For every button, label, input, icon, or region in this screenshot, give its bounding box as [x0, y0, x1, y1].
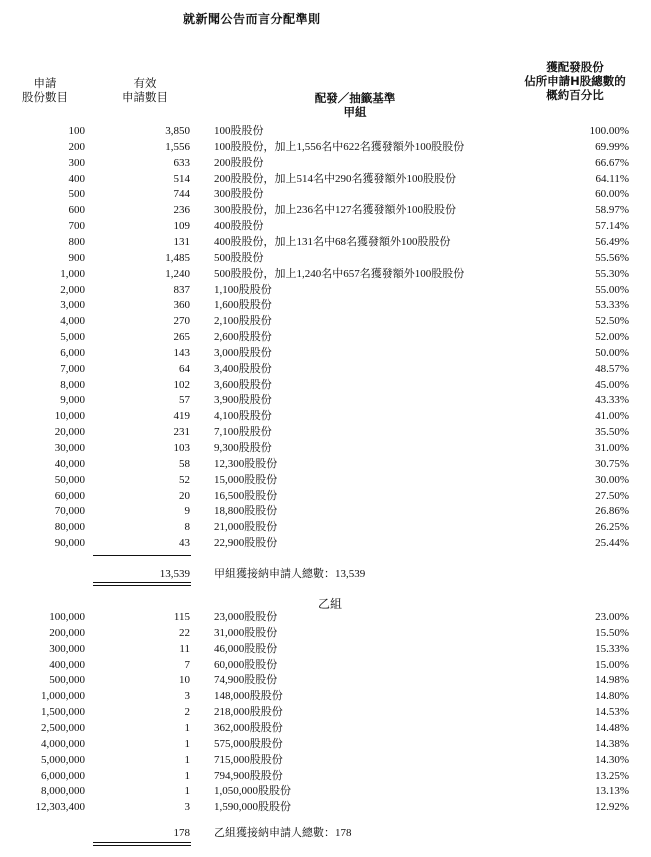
- cell-valid-applications: 7: [184, 658, 190, 671]
- cell-application-shares: 70,000: [54, 505, 85, 518]
- cell-valid-applications: 1: [184, 721, 190, 734]
- cell-application-shares: 3,000: [60, 299, 85, 312]
- cell-application-shares: 1,000,000: [41, 690, 85, 703]
- group-a-subtotal-rule: [93, 555, 191, 556]
- table-row: [0, 440, 651, 456]
- cell-percentage: 14.48%: [595, 721, 629, 734]
- cell-allocation-basis: 60,000股股份: [214, 658, 278, 671]
- cell-valid-applications: 1,485: [165, 251, 190, 264]
- cell-allocation-basis: 31,000股股份: [214, 626, 278, 639]
- cell-valid-applications: 1,240: [165, 267, 190, 280]
- cell-percentage: 56.49%: [595, 235, 629, 248]
- group-b-total-label: 乙組獲接納申請人總數：178: [214, 827, 352, 839]
- cell-allocation-basis: 362,000股股份: [214, 721, 283, 734]
- cell-application-shares: 300,000: [49, 642, 85, 655]
- table-row: [0, 503, 651, 519]
- table-row: [0, 783, 651, 799]
- cell-valid-applications: 131: [173, 235, 190, 248]
- cell-application-shares: 600: [68, 204, 85, 217]
- cell-valid-applications: 57: [179, 394, 190, 407]
- cell-allocation-basis: 1,600股股份: [214, 299, 272, 312]
- cell-valid-applications: 10: [179, 674, 190, 687]
- header-valid-applications: [110, 76, 180, 104]
- table-row: [0, 641, 651, 657]
- cell-allocation-basis: 715,000股股份: [214, 753, 283, 766]
- header-allocation-basis: [290, 91, 420, 119]
- header-application-shares-line2: 股份數目: [22, 90, 68, 104]
- cell-application-shares: 200: [68, 140, 85, 153]
- cell-allocation-basis: 16,500股股份: [214, 489, 278, 502]
- group-a-total-label: 甲組獲接納申請人總數：13,539: [214, 568, 366, 580]
- cell-application-shares: 5,000: [60, 331, 85, 344]
- cell-allocation-basis: 3,000股股份: [214, 346, 272, 359]
- header-valid-applications-line1: 有效: [133, 76, 157, 90]
- cell-percentage: 58.97%: [595, 204, 629, 217]
- table-row: [0, 186, 651, 202]
- table-row: [0, 392, 651, 408]
- cell-percentage: 25.44%: [595, 537, 629, 550]
- cell-percentage: 69.99%: [595, 140, 629, 153]
- table-row: [0, 313, 651, 329]
- cell-application-shares: 800: [68, 235, 85, 248]
- cell-allocation-basis: 794,900股股份: [214, 769, 283, 782]
- cell-percentage: 55.56%: [595, 251, 629, 264]
- cell-percentage: 14.80%: [595, 690, 629, 703]
- cell-allocation-basis: 575,000股股份: [214, 737, 283, 750]
- cell-percentage: 43.33%: [595, 394, 629, 407]
- cell-application-shares: 2,500,000: [41, 721, 85, 734]
- table-row: [0, 535, 651, 551]
- table-row: [0, 472, 651, 488]
- group-a-total-count: 13,539: [159, 568, 190, 580]
- table-row: [0, 345, 651, 361]
- cell-valid-applications: 20: [179, 489, 190, 502]
- cell-application-shares: 300: [68, 156, 85, 169]
- cell-allocation-basis: 200股股份: [214, 156, 264, 169]
- table-row: [0, 266, 651, 282]
- cell-allocation-basis: 500股股份，加上1,240名中657名獲發額外100股股份: [214, 267, 465, 280]
- cell-allocation-basis: 218,000股股份: [214, 706, 283, 719]
- cell-allocation-basis: 7,100股股份: [214, 426, 272, 439]
- cell-valid-applications: 103: [173, 442, 190, 454]
- cell-percentage: 52.00%: [595, 331, 629, 344]
- cell-allocation-basis: 3,900股股份: [214, 394, 272, 407]
- header-allocation-basis-line1: 配發／抽籤基準: [314, 91, 396, 105]
- cell-percentage: 13.13%: [595, 785, 629, 798]
- header-percentage-line1: 獲配發股份: [546, 60, 604, 74]
- cell-allocation-basis: 74,900股股份: [214, 674, 278, 687]
- cell-percentage: 14.53%: [595, 706, 629, 719]
- cell-application-shares: 500,000: [49, 674, 85, 687]
- cell-allocation-basis: 4,100股股份: [214, 410, 272, 423]
- table-row: [0, 768, 651, 784]
- cell-allocation-basis: 2,600股股份: [214, 331, 272, 344]
- cell-valid-applications: 1: [184, 769, 190, 782]
- cell-percentage: 23.00%: [595, 611, 629, 623]
- cell-valid-applications: 3: [184, 690, 190, 703]
- cell-valid-applications: 1: [184, 785, 190, 798]
- table-row: [0, 155, 651, 171]
- cell-valid-applications: 419: [173, 410, 190, 423]
- cell-allocation-basis: 9,300股股份: [214, 442, 272, 454]
- cell-allocation-basis: 400股股份，加上131名中68名獲發額外100股股份: [214, 235, 451, 248]
- table-row: [0, 688, 651, 704]
- header-percentage: [510, 60, 640, 102]
- table-row: [0, 408, 651, 424]
- cell-allocation-basis: 1,100股股份: [214, 283, 272, 296]
- table-row: [0, 329, 651, 345]
- cell-application-shares: 30,000: [54, 442, 85, 454]
- cell-application-shares: 100: [68, 125, 85, 137]
- cell-percentage: 13.25%: [595, 769, 629, 782]
- cell-application-shares: 2,000: [60, 283, 85, 296]
- cell-valid-applications: 270: [173, 315, 190, 328]
- cell-valid-applications: 64: [179, 362, 190, 375]
- cell-valid-applications: 514: [173, 172, 190, 185]
- cell-valid-applications: 360: [173, 299, 190, 312]
- table-row: [0, 218, 651, 234]
- cell-allocation-basis: 3,400股股份: [214, 362, 272, 375]
- group-b-double-rule-top: [93, 842, 191, 843]
- table-row: [0, 282, 651, 298]
- cell-percentage: 27.50%: [595, 489, 629, 502]
- cell-percentage: 100.00%: [589, 125, 629, 137]
- cell-percentage: 35.50%: [595, 426, 629, 439]
- group-b-total-count: 178: [173, 827, 190, 839]
- cell-valid-applications: 633: [173, 156, 190, 169]
- cell-allocation-basis: 1,050,000股股份: [214, 785, 291, 798]
- cell-valid-applications: 143: [173, 346, 190, 359]
- cell-application-shares: 5,000,000: [41, 753, 85, 766]
- table-row: [0, 752, 651, 768]
- cell-application-shares: 4,000: [60, 315, 85, 328]
- table-row: [0, 456, 651, 472]
- table-row: [0, 424, 651, 440]
- table-row: [0, 297, 651, 313]
- cell-percentage: 14.98%: [595, 674, 629, 687]
- cell-application-shares: 10,000: [54, 410, 85, 423]
- cell-valid-applications: 236: [173, 204, 190, 217]
- cell-application-shares: 50,000: [54, 473, 85, 486]
- cell-percentage: 30.75%: [595, 457, 629, 470]
- cell-application-shares: 90,000: [54, 537, 85, 550]
- cell-valid-applications: 8: [184, 521, 190, 534]
- cell-valid-applications: 58: [179, 457, 190, 470]
- header-valid-applications-line2: 申請數目: [122, 90, 168, 104]
- cell-allocation-basis: 12,300股股份: [214, 457, 278, 470]
- cell-valid-applications: 3,850: [165, 125, 190, 137]
- cell-application-shares: 100,000: [49, 611, 85, 623]
- group-a-double-rule-bottom: [93, 585, 191, 586]
- cell-valid-applications: 11: [179, 642, 190, 655]
- cell-valid-applications: 115: [173, 611, 190, 623]
- cell-valid-applications: 837: [173, 283, 190, 296]
- table-row: [0, 377, 651, 393]
- cell-valid-applications: 231: [173, 426, 190, 439]
- document-title: 就新聞公告而言分配準則: [183, 12, 321, 26]
- cell-percentage: 55.30%: [595, 267, 629, 280]
- table-row: [0, 139, 651, 155]
- cell-application-shares: 700: [68, 220, 85, 233]
- cell-allocation-basis: 21,000股股份: [214, 521, 278, 534]
- cell-allocation-basis: 300股股份，加上236名中127名獲發額外100股股份: [214, 204, 456, 217]
- cell-application-shares: 8,000,000: [41, 785, 85, 798]
- table-row: [0, 171, 651, 187]
- cell-percentage: 41.00%: [595, 410, 629, 423]
- cell-application-shares: 40,000: [54, 457, 85, 470]
- cell-application-shares: 1,000: [60, 267, 85, 280]
- cell-application-shares: 8,000: [60, 378, 85, 391]
- cell-percentage: 12.92%: [595, 801, 629, 814]
- cell-application-shares: 80,000: [54, 521, 85, 534]
- cell-percentage: 50.00%: [595, 346, 629, 359]
- group-b-title: 乙組: [317, 597, 342, 611]
- table-row: [0, 250, 651, 266]
- table-row: [0, 234, 651, 250]
- cell-percentage: 66.67%: [595, 156, 629, 169]
- cell-application-shares: 4,000,000: [41, 737, 85, 750]
- cell-percentage: 15.50%: [595, 626, 629, 639]
- table-row: [0, 625, 651, 641]
- cell-allocation-basis: 500股股份: [214, 251, 264, 264]
- cell-percentage: 57.14%: [595, 220, 629, 233]
- cell-percentage: 31.00%: [595, 442, 629, 454]
- cell-percentage: 15.00%: [595, 658, 629, 671]
- cell-application-shares: 12,303,400: [35, 801, 85, 814]
- cell-allocation-basis: 1,590,000股股份: [214, 801, 291, 814]
- cell-valid-applications: 52: [179, 473, 190, 486]
- cell-allocation-basis: 300股股份: [214, 188, 264, 201]
- cell-valid-applications: 744: [173, 188, 190, 201]
- cell-allocation-basis: 46,000股股份: [214, 642, 278, 655]
- header-application-shares-line1: 申請: [33, 76, 57, 90]
- cell-application-shares: 6,000,000: [41, 769, 85, 782]
- table-row: [0, 609, 651, 625]
- group-b-double-rule-bottom: [93, 845, 191, 846]
- table-row: [0, 672, 651, 688]
- cell-allocation-basis: 148,000股股份: [214, 690, 283, 703]
- header-allocation-basis-line2: 甲組: [343, 105, 367, 119]
- cell-application-shares: 400,000: [49, 658, 85, 671]
- cell-allocation-basis: 3,600股股份: [214, 378, 272, 391]
- cell-application-shares: 200,000: [49, 626, 85, 639]
- cell-allocation-basis: 400股股份: [214, 220, 264, 233]
- cell-application-shares: 900: [68, 251, 85, 264]
- cell-allocation-basis: 22,900股股份: [214, 537, 278, 550]
- cell-allocation-basis: 100股股份: [214, 125, 264, 137]
- cell-valid-applications: 265: [173, 331, 190, 344]
- table-row: [0, 720, 651, 736]
- table-row: [0, 202, 651, 218]
- table-row: [0, 488, 651, 504]
- cell-percentage: 15.33%: [595, 642, 629, 655]
- cell-application-shares: 6,000: [60, 346, 85, 359]
- cell-percentage: 30.00%: [595, 473, 629, 486]
- table-row: [0, 123, 651, 139]
- table-row: [0, 736, 651, 752]
- cell-percentage: 26.25%: [595, 521, 629, 534]
- cell-percentage: 45.00%: [595, 378, 629, 391]
- cell-allocation-basis: 2,100股股份: [214, 315, 272, 328]
- cell-valid-applications: 1,556: [165, 140, 190, 153]
- cell-valid-applications: 3: [184, 801, 190, 814]
- group-a-double-rule-top: [93, 582, 191, 583]
- cell-valid-applications: 102: [173, 378, 190, 391]
- cell-valid-applications: 22: [179, 626, 190, 639]
- cell-application-shares: 7,000: [60, 362, 85, 375]
- cell-valid-applications: 109: [173, 220, 190, 233]
- cell-percentage: 14.38%: [595, 737, 629, 750]
- cell-valid-applications: 1: [184, 737, 190, 750]
- table-row: [0, 799, 651, 815]
- cell-percentage: 60.00%: [595, 188, 629, 201]
- cell-percentage: 26.86%: [595, 505, 629, 518]
- cell-valid-applications: 43: [179, 537, 190, 550]
- table-row: [0, 704, 651, 720]
- header-percentage-line3: 概約百分比: [546, 88, 604, 102]
- table-row: [0, 519, 651, 535]
- cell-valid-applications: 2: [184, 706, 190, 719]
- cell-application-shares: 9,000: [60, 394, 85, 407]
- cell-allocation-basis: 100股股份，加上1,556名中622名獲發額外100股股份: [214, 140, 465, 153]
- cell-application-shares: 20,000: [54, 426, 85, 439]
- cell-application-shares: 1,500,000: [41, 706, 85, 719]
- cell-valid-applications: 1: [184, 753, 190, 766]
- cell-percentage: 48.57%: [595, 362, 629, 375]
- cell-percentage: 53.33%: [595, 299, 629, 312]
- table-row: [0, 361, 651, 377]
- cell-percentage: 64.11%: [595, 172, 629, 185]
- header-percentage-line2: 佔所申請H股總數的: [524, 74, 626, 88]
- cell-valid-applications: 9: [184, 505, 190, 518]
- header-application-shares: [20, 76, 70, 104]
- cell-allocation-basis: 200股股份，加上514名中290名獲發額外100股股份: [214, 172, 456, 185]
- cell-percentage: 52.50%: [595, 315, 629, 328]
- table-row: [0, 657, 651, 673]
- cell-percentage: 55.00%: [595, 283, 629, 296]
- cell-allocation-basis: 23,000股股份: [214, 611, 278, 623]
- cell-percentage: 14.30%: [595, 753, 629, 766]
- cell-application-shares: 400: [68, 172, 85, 185]
- cell-allocation-basis: 15,000股股份: [214, 473, 278, 486]
- cell-application-shares: 60,000: [54, 489, 85, 502]
- cell-application-shares: 500: [68, 188, 85, 201]
- cell-allocation-basis: 18,800股股份: [214, 505, 278, 518]
